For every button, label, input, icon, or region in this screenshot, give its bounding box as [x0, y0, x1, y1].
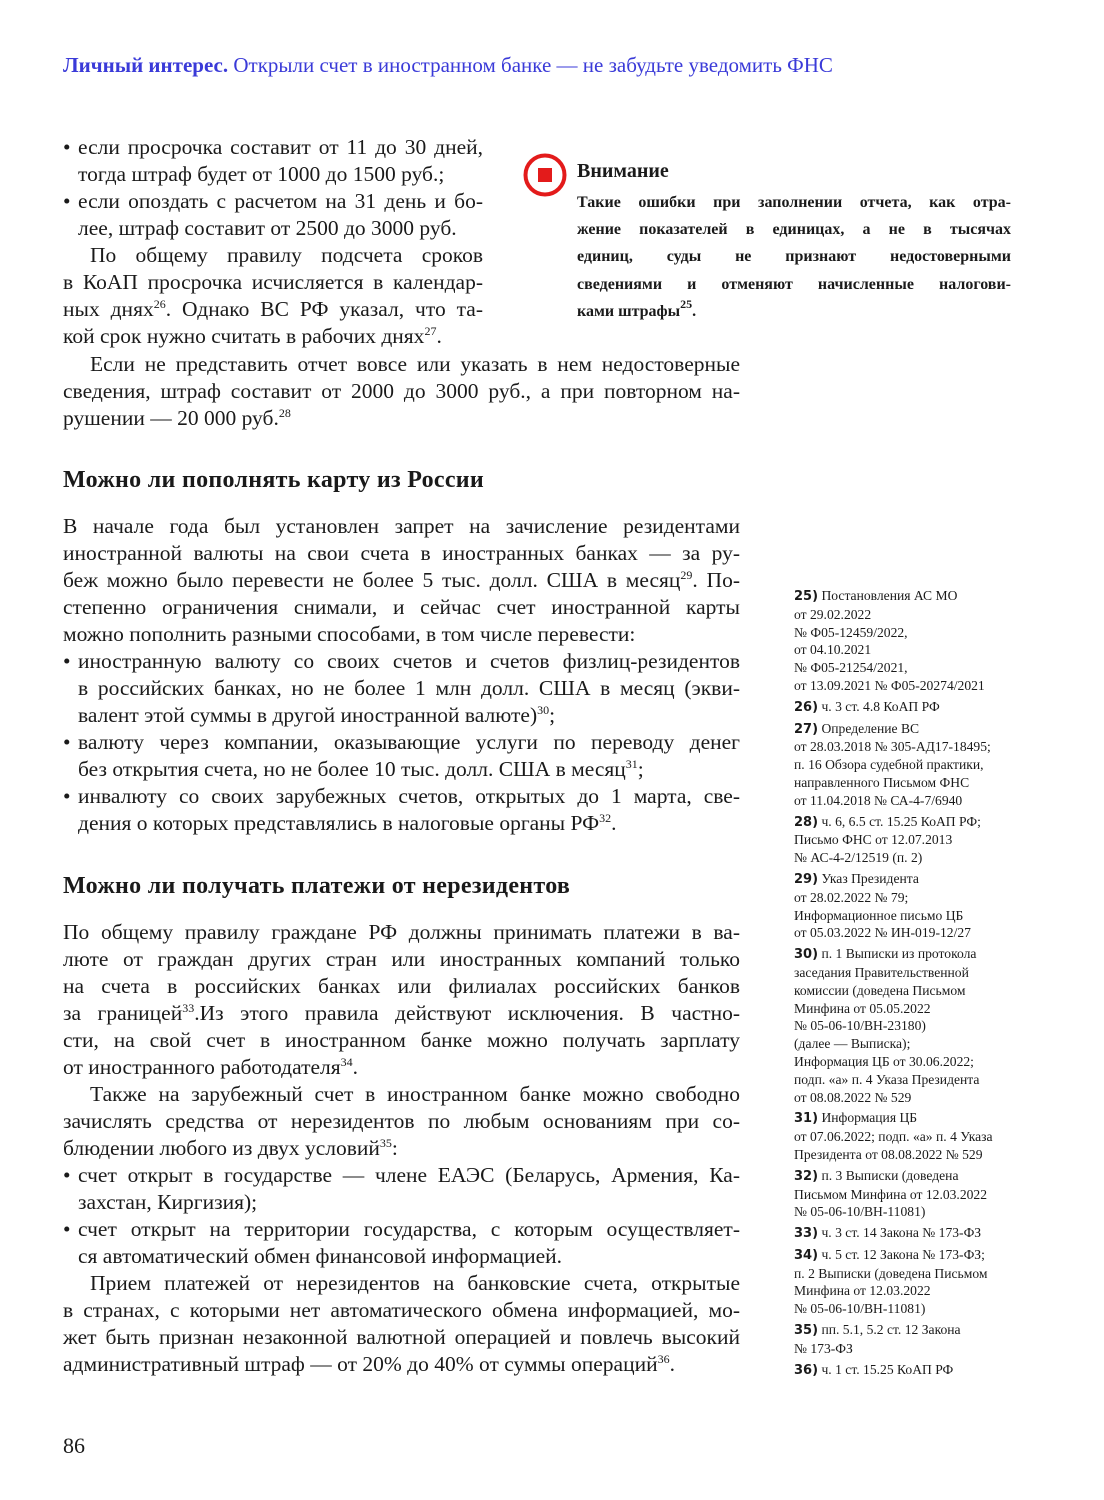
- footnote: [794, 1109, 1019, 1163]
- text-line: [63, 675, 740, 702]
- footnote-text: № 05-06-10/ВН-11081): [794, 1301, 926, 1317]
- callout-line: [577, 243, 1011, 270]
- footnote-line: [794, 659, 1019, 677]
- footnote-number: 31): [794, 1111, 819, 1127]
- text-line: [63, 323, 483, 350]
- stop-icon: [522, 152, 568, 198]
- text-line: [63, 1027, 740, 1054]
- text-run: если просрочка составит от 11 до 30 дней,: [78, 135, 483, 159]
- footnote-line: [794, 1167, 1019, 1186]
- footnote-line: [794, 641, 1019, 659]
- footnote-line: [794, 813, 1019, 832]
- footnote-line: [794, 982, 1019, 1000]
- footnotes: [794, 587, 1019, 1382]
- callout-line: [577, 298, 1011, 325]
- footnote-line: [794, 738, 1019, 756]
- footnote-line: [794, 964, 1019, 982]
- footnote-line: [794, 1128, 1019, 1146]
- text-run: от иностранного работодателя: [63, 1055, 341, 1079]
- footnote-line: [794, 1186, 1019, 1204]
- text-line: [63, 1351, 740, 1378]
- text-run: степенно ограничения снимали, и сейчас счет иностранной карты: [63, 595, 740, 619]
- text-line: [63, 1135, 740, 1162]
- text-run: ся автоматический обмен финансовой информацией.: [78, 1244, 563, 1268]
- footnote-text: ч. 3 ст. 14 Закона № 173-ФЗ: [821, 1225, 982, 1241]
- footnote-number: 30): [794, 947, 819, 963]
- footnote-text: Определение ВС: [821, 720, 920, 736]
- footnote-number: 32): [794, 1168, 819, 1184]
- text-line: [63, 1270, 740, 1297]
- text-line: [63, 1081, 740, 1108]
- footnote-line: [794, 889, 1019, 907]
- text-line: [63, 378, 740, 405]
- footnote-number: 26): [794, 699, 819, 715]
- footnote-text: ч. 5 ст. 12 Закона № 173-ФЗ;: [821, 1246, 985, 1262]
- text-run: беж можно было перевести не более 5 тыс. долл. США в месяц: [63, 568, 681, 592]
- text-run: . По-: [692, 568, 740, 592]
- text-run: в странах, с которыми нет автоматического обмена информацией, мо-: [63, 1298, 740, 1322]
- footnote-line: [794, 1000, 1019, 1018]
- list-item: [63, 783, 740, 810]
- footnote-line: [794, 1035, 1019, 1053]
- text-line: [63, 215, 483, 242]
- footnote-ref: 30: [537, 703, 550, 717]
- text-line: [63, 919, 740, 946]
- text-run: валюту через компании, оказывающие услуги по переводу денег: [78, 730, 740, 754]
- footnote-number: 36): [794, 1362, 819, 1378]
- text-line: [63, 810, 740, 837]
- footnote-text: от 07.06.2022; подп. «а» п. 4 Указа: [794, 1129, 993, 1145]
- footnote: [794, 1224, 1019, 1243]
- text-run: в российских банках, но не более 1 млн долл. США в месяц (экви-: [78, 676, 740, 700]
- bullet-icon: •: [63, 649, 71, 673]
- text-line: [63, 756, 740, 783]
- footnote-line: [794, 924, 1019, 942]
- footnote-line: [794, 1109, 1019, 1128]
- footnote-line: [794, 1300, 1019, 1318]
- list-item: [63, 729, 740, 756]
- footnote-text: от 13.09.2021 № Ф05-20274/2021: [794, 677, 985, 693]
- footnote-text: п. 3 Выписки (доведена: [821, 1167, 959, 1183]
- text-line: [63, 540, 740, 567]
- footnote-line: [794, 606, 1019, 624]
- text-run: единиц, суды не признают недостоверными: [577, 248, 1011, 266]
- text-run: .: [669, 1352, 675, 1376]
- text-run: сведения, штраф составит от 2000 до 3000 руб., а при повторном на-: [63, 379, 740, 403]
- footnote-text: ч. 3 ст. 4.8 КоАП РФ: [821, 698, 940, 714]
- footnote-line: [794, 849, 1019, 867]
- text-run: рушении — 20 000 руб.: [63, 406, 279, 430]
- callout-line: [577, 271, 1011, 298]
- footnote-text: Информация ЦБ: [821, 1110, 918, 1126]
- text-line: [63, 351, 740, 378]
- footnote-number: 35): [794, 1323, 819, 1339]
- footnote-number: 25): [794, 589, 819, 604]
- text-run: можно пополнить разными способами, в том числе перевести:: [63, 622, 636, 646]
- report-fines-paragraph: [63, 351, 740, 432]
- footnote: [794, 1246, 1019, 1318]
- text-run: жет быть признан незаконной валютной операцией и повлечь высокий: [63, 1325, 740, 1349]
- footnote-ref: 29: [680, 568, 693, 582]
- text-run: ками штрафы: [577, 302, 681, 320]
- footnote-text: от 11.04.2018 № СА-4-7/6940: [794, 792, 963, 808]
- footnote-line: [794, 774, 1019, 792]
- footnote-text: ч. 6, 6.5 ст. 15.25 КоАП РФ;: [821, 813, 981, 829]
- header-title: Открыли счет в иностранном банке — не забудьте уведомить ФНС: [228, 53, 833, 77]
- callout-text: [577, 189, 1011, 325]
- text-run: лее, штраф составит от 2500 до 3000 руб.: [78, 216, 457, 240]
- text-run: Такие ошибки при заполнении отчета, как отра-: [577, 194, 1011, 211]
- footnote-ref: 34: [340, 1055, 353, 1069]
- list-item: [63, 1162, 740, 1189]
- callout-line: [577, 216, 1011, 243]
- text-run: В начале года был установлен запрет на зачисление резидентами: [63, 514, 740, 538]
- footnote-line: [794, 1224, 1019, 1243]
- footnote-ref: 35: [379, 1136, 392, 1150]
- text-run: Если не представить отчет вовсе или указать в нем недостоверные: [90, 352, 740, 376]
- footnote-text: Минфина от 05.05.2022: [794, 1000, 931, 1016]
- footnote-line: [794, 720, 1019, 739]
- text-run: ;: [549, 703, 556, 727]
- text-run: кой срок нужно считать в рабочих днях: [63, 324, 425, 348]
- text-line: [63, 567, 740, 594]
- footnote-text: Письмо ФНС от 12.07.2013: [794, 832, 953, 848]
- footnote-ref: 31: [625, 757, 638, 771]
- footnote-text: Минфина от 12.03.2022: [794, 1283, 931, 1299]
- footnote-text: от 28.02.2022 № 79;: [794, 889, 909, 905]
- bullet-icon: •: [63, 1163, 71, 1187]
- text-run: жение показателей в единицах, а не в тысячах: [577, 221, 1011, 239]
- text-run: . Однако ВС РФ указал, что та-: [165, 297, 483, 321]
- footnote-text: от 05.03.2022 № ИН-019-12/27: [794, 925, 971, 941]
- footnote-line: [794, 1017, 1019, 1035]
- footnote-line: [794, 1203, 1019, 1221]
- footnote-ref: 33: [182, 1001, 195, 1015]
- text-run: .: [611, 811, 617, 835]
- footnote-text: № Ф05-21254/2021,: [794, 660, 908, 676]
- footnote-text: № 173-ФЗ: [794, 1340, 853, 1356]
- footnote-ref: 36: [657, 1352, 670, 1366]
- footnote: [794, 698, 1019, 717]
- footnote-line: [794, 698, 1019, 717]
- text-run: Прием платежей от нерезидентов на банковские счета, открытые: [90, 1271, 740, 1295]
- text-run: если опоздать с расчетом на 31 день и бо-: [78, 189, 483, 213]
- footnote-text: заседания Правительственной: [794, 964, 969, 980]
- text-run: инвалюту со своих зарубежных счетов, открытых до 1 марта, све-: [78, 784, 740, 808]
- footnote-line: [794, 1282, 1019, 1300]
- running-header: [63, 53, 833, 78]
- footnote-line: [794, 587, 1019, 606]
- footnote-text: № Ф05-12459/2022,: [794, 624, 908, 640]
- text-run: за границей: [63, 1001, 183, 1025]
- text-run: захстан, Киргизия);: [78, 1190, 258, 1214]
- footnote-line: [794, 945, 1019, 964]
- footnote-text: Письмом Минфина от 12.03.2022: [794, 1186, 988, 1202]
- text-line: [63, 296, 483, 323]
- footnote-line: [794, 1146, 1019, 1164]
- bullet-icon: •: [63, 1217, 71, 1241]
- footnote-line: [794, 677, 1019, 695]
- footnote: [794, 870, 1019, 942]
- footnote-text: Президента от 08.08.2022 № 529: [794, 1146, 983, 1162]
- footnote-text: п. 2 Выписки (доведена Письмом: [794, 1265, 988, 1281]
- footnote-text: Информация ЦБ от 30.06.2022;: [794, 1053, 974, 1069]
- footnote-ref: 26: [153, 297, 166, 311]
- text-run: .Из этого правила действуют исключения. В частно-: [194, 1001, 740, 1025]
- text-line: [63, 1189, 740, 1216]
- text-run: без открытия счета, но не более 10 тыс. долл. США в месяц: [78, 757, 626, 781]
- text-run: счет открыт в государстве — члене ЕАЭС (Беларусь, Армения, Ка-: [78, 1163, 740, 1187]
- text-run: административный штраф — от 20% до 40% от суммы операций: [63, 1352, 658, 1376]
- footnote-line: [794, 831, 1019, 849]
- footnote-line: [794, 756, 1019, 774]
- footnote-number: 29): [794, 871, 819, 887]
- text-line: [63, 161, 483, 188]
- text-run: .: [436, 324, 442, 348]
- text-line: [63, 1108, 740, 1135]
- footnote-number: 33): [794, 1226, 819, 1242]
- text-line: [63, 1054, 740, 1081]
- text-run: люте от граждан других стран или иностранных компаний только: [63, 947, 740, 971]
- footnote-ref: 32: [599, 811, 612, 825]
- text-line: [63, 594, 740, 621]
- footnote-text: № 05-06-10/ВН-11081): [794, 1204, 926, 1220]
- list-item: [63, 648, 740, 675]
- text-run: зачислять средства от нерезидентов по любым основаниям при со-: [63, 1109, 740, 1133]
- header-section: Личный интерес.: [63, 53, 229, 77]
- footnote-text: от 28.03.2018 № 305-АД17-18495;: [794, 739, 991, 755]
- text-run: По общему правилу граждане РФ должны принимать платежи в ва-: [63, 920, 740, 944]
- footnote-text: от 29.02.2022: [794, 606, 872, 622]
- footnote-line: [794, 1361, 1019, 1380]
- footnote: [794, 1321, 1019, 1358]
- section-heading-nonresidents: Можно ли получать платежи от нерезидентов: [63, 873, 571, 899]
- text-run: ;: [637, 757, 644, 781]
- text-line: [63, 242, 483, 269]
- list-item: [63, 1216, 740, 1243]
- footnote-number: 28): [794, 814, 819, 830]
- footnote: [794, 720, 1019, 810]
- callout-title: Внимание: [577, 160, 669, 182]
- footnote-line: [794, 907, 1019, 925]
- footnote-number: 27): [794, 721, 819, 737]
- text-line: [63, 1000, 740, 1027]
- text-run: тогда штраф будет от 1000 до 1500 руб.;: [78, 162, 445, 186]
- footnote-text: п. 1 Выписки из протокола: [821, 946, 977, 962]
- footnote-text: Указ Президента: [821, 870, 919, 886]
- text-run: сведениями и отменяют начисленные налогови-: [577, 275, 1011, 293]
- text-run: дения о которых представлялись в налоговые органы РФ: [78, 811, 600, 835]
- footnote-line: [794, 1246, 1019, 1265]
- nonresidents-section-text: [63, 919, 740, 1378]
- footnote-ref: 28: [278, 406, 291, 420]
- footnote-line: [794, 792, 1019, 810]
- footnote: [794, 1167, 1019, 1221]
- footnote-ref: 27: [424, 324, 437, 338]
- section-heading-topup: Можно ли пополнять карту из России: [63, 467, 485, 493]
- text-line: [63, 702, 740, 729]
- text-run: .: [692, 302, 697, 320]
- footnote-text: № 05-06-10/ВН-23180): [794, 1018, 926, 1034]
- footnote-line: [794, 1053, 1019, 1071]
- text-run: :: [391, 1136, 398, 1160]
- footnote-line: [794, 1265, 1019, 1283]
- text-line: [63, 1324, 740, 1351]
- footnote-text: № АС-4-2/12519 (п. 2): [794, 850, 923, 866]
- footnote-line: [794, 1321, 1019, 1340]
- footnote-number: 34): [794, 1247, 819, 1263]
- overdue-fines-text: [63, 134, 483, 350]
- footnote: [794, 1361, 1019, 1380]
- text-run: на счета в российских банках или филиалах российских банков: [63, 974, 740, 998]
- footnote-ref: 25: [680, 296, 693, 311]
- text-line: [63, 405, 740, 432]
- footnote-text: направленного Письмом ФНС: [794, 774, 970, 790]
- footnote-line: [794, 1089, 1019, 1107]
- text-run: в КоАП просрочка исчисляется в календар-: [63, 270, 483, 294]
- text-run: ных днях: [63, 297, 154, 321]
- list-item: [63, 134, 483, 161]
- footnote-line: [794, 624, 1019, 642]
- footnote-text: Постановления АС МО: [821, 588, 958, 603]
- text-run: иностранной валюты на свои счета в иностранных банках — за ру-: [63, 541, 740, 565]
- list-item: [63, 188, 483, 215]
- text-line: [63, 269, 483, 296]
- footnote: [794, 945, 1019, 1106]
- text-run: счет открыт на территории государства, с которым осуществляет-: [78, 1217, 740, 1241]
- text-line: [63, 1297, 740, 1324]
- text-line: [63, 513, 740, 540]
- footnote-text: от 04.10.2021: [794, 642, 872, 658]
- text-run: блюдении любого из двух условий: [63, 1136, 380, 1160]
- text-line: [63, 621, 740, 648]
- footnote: [794, 813, 1019, 867]
- footnote-text: Информационное письмо ЦБ: [794, 907, 964, 923]
- topup-section-text: [63, 513, 740, 837]
- footnote-text: п. 16 Обзора судебной практики,: [794, 757, 984, 773]
- text-run: сти, на свой счет в иностранном банке можно получать зарплату: [63, 1028, 740, 1052]
- footnote-text: пп. 5.1, 5.2 ст. 12 Закона: [821, 1322, 961, 1338]
- footnote-text: от 08.08.2022 № 529: [794, 1089, 912, 1105]
- bullet-icon: •: [63, 784, 71, 808]
- footnote-text: ч. 1 ст. 15.25 КоАП РФ: [821, 1361, 954, 1377]
- footnote-text: комиссии (доведена Письмом: [794, 982, 966, 998]
- footnote-line: [794, 1071, 1019, 1089]
- text-line: [63, 946, 740, 973]
- footnote-text: (далее — Выписка);: [794, 1036, 911, 1052]
- text-run: иностранную валюту со своих счетов и счетов физлиц-резидентов: [78, 649, 740, 673]
- text-line: [63, 973, 740, 1000]
- callout-line: [577, 189, 1011, 216]
- page-number: 86: [63, 1433, 85, 1458]
- footnote-line: [794, 1340, 1019, 1358]
- bullet-icon: •: [63, 189, 71, 213]
- text-run: .: [352, 1055, 358, 1079]
- footnote: [794, 587, 1019, 695]
- footnote-text: подп. «а» п. 4 Указа Президента: [794, 1071, 980, 1087]
- bullet-icon: •: [63, 135, 71, 159]
- bullet-icon: •: [63, 730, 71, 754]
- footnote-line: [794, 870, 1019, 889]
- text-line: [63, 1243, 740, 1270]
- text-run: валент этой суммы в другой иностранной валюте): [78, 703, 538, 727]
- text-run: Также на зарубежный счет в иностранном банке можно свободно: [90, 1082, 740, 1106]
- text-run: По общему правилу подсчета сроков: [90, 243, 483, 267]
